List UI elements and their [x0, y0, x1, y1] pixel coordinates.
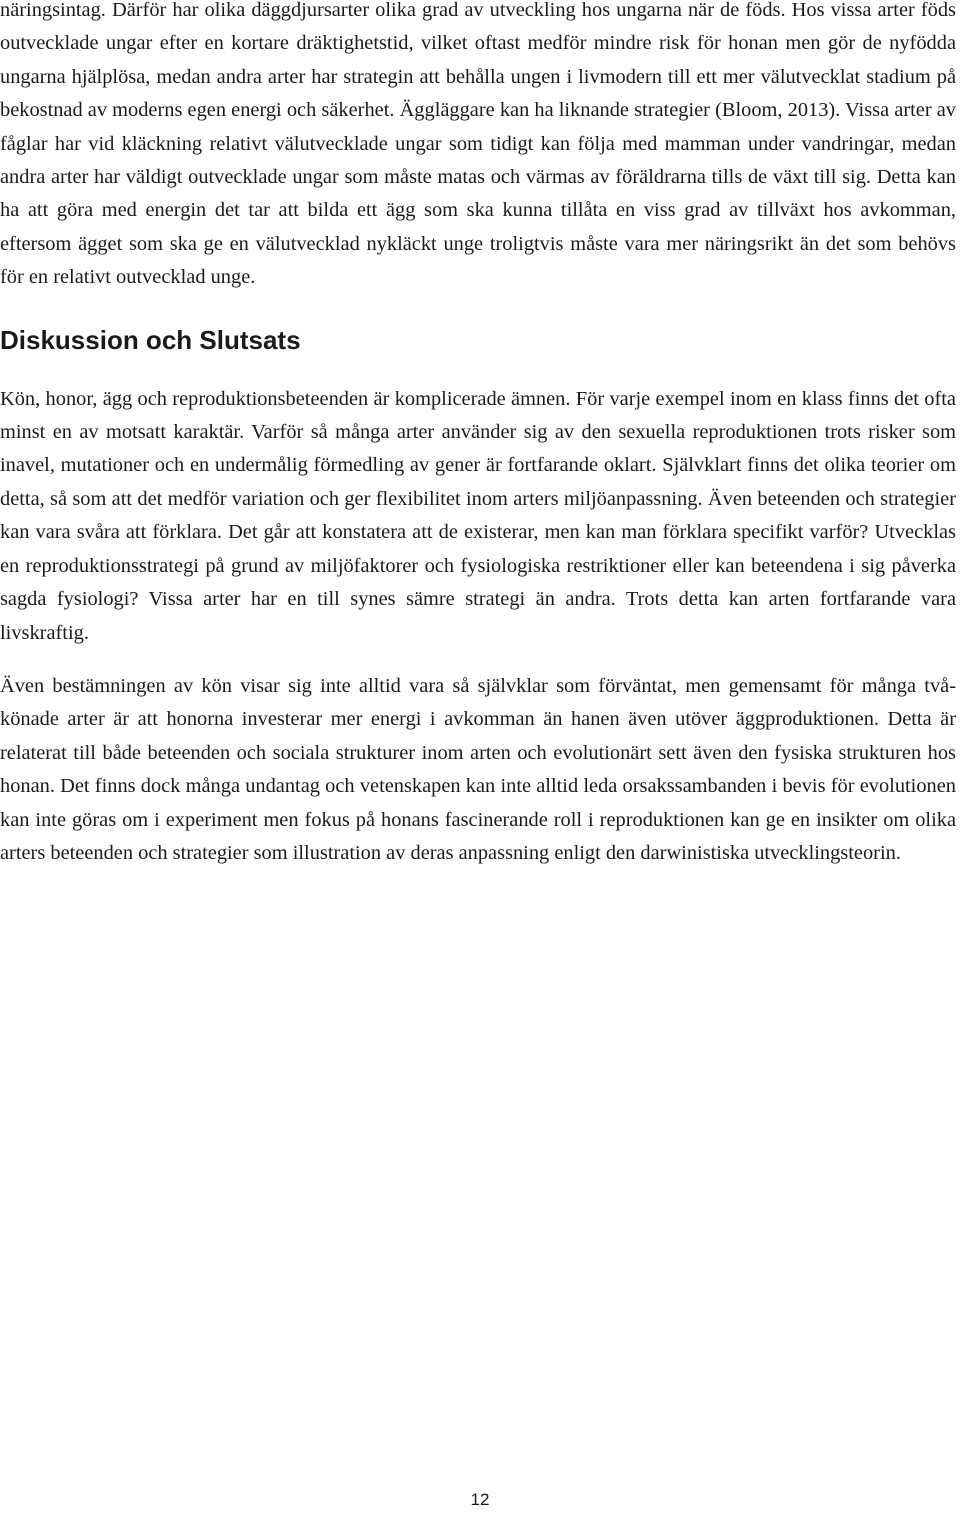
intro-paragraph: näringsintag. Därför har olika däggdjursarter olika grad av utveckling hos ungarna när de föds. Hos vissa arter föds outvecklade ungar efter en kortare dräktighetstid, vilket oftast medför mindre risk för honan men gör de nyfödda ungarna hjälplösa, medan andra arter har strategin att behålla ungen i livmodern till ett mer välutvecklat stadium på bekostnad av moderns egen energi och säkerhet. Äggläggare kan ha liknande strategier (Bloom, 2013). Vissa arter av fåglar har vid kläckning relativt välutvecklade ungar som tidigt kan följa med mamman under vandringar, medan andra arter har väldigt outvecklade ungar som måste matas och värmas av föräldrarna tills de växt till sig. Detta kan ha att göra med energin det tar att bilda ett ägg som ska kunna tillåta en viss grad av tillväxt hos avkomman, eftersom ägget som ska ge en välutvecklad nykläckt unge troligtvis måste vara mer näringsrikt än det som behövs för en relativt outvecklad unge. — [0, 0, 956, 289]
section-heading: Diskussion och Slutsats — [0, 324, 301, 355]
discussion-paragraph-1: Kön, honor, ägg och reproduktionsbeteenden är komplicerade ämnen. För varje exempel inom en klass finns det ofta minst en av motsatt karaktär. Varför så många arter använder sig av den sexuella reproduktionen trots risker som inavel, mutationer och en undermålig förmedling av gener är fortfarande oklart. Självklart finns det olika teorier om detta, så som att det medför variation och ger flexibilitet inom arters miljöanpassning. Även beteenden och strategier kan vara svåra att förklara. Det går att konstatera att de existerar, men kan man förklara specifikt varför? Utvecklas en reproduktionsstrategi på grund av miljöfaktorer och fysiologiska restriktioner eller kan beteendena i sig påverka sagda fysiologi? Vissa arter har en till synes sämre strategi än andra. Trots detta kan arten fortfarande vara livskraftig. — [0, 387, 956, 644]
page-number: 12 — [470, 1490, 490, 1509]
discussion-paragraph-2: Även bestämningen av kön visar sig inte alltid vara så självklar som förväntat, men gemensamt för många två-könade arter är att honorna investerar mer energi i avkomman än hanen även utöver äggproduktionen. Detta är relaterat till både beteenden och sociala strukturer inom arten och evolutionärt sett även den fysiska strukturen hos honan. Det finns dock många undantag och vetenskapen kan inte alltid leda orsakssambanden i bevis för evolutionen kan inte göras om i experiment men fokus på honans fascinerande roll i reproduktionen kan ge en insikter om olika arters beteenden och strategier som illustration av deras anpassning enligt den darwinistiska utvecklingsteorin. — [0, 674, 956, 864]
paragraph-spacer — [0, 650, 956, 670]
